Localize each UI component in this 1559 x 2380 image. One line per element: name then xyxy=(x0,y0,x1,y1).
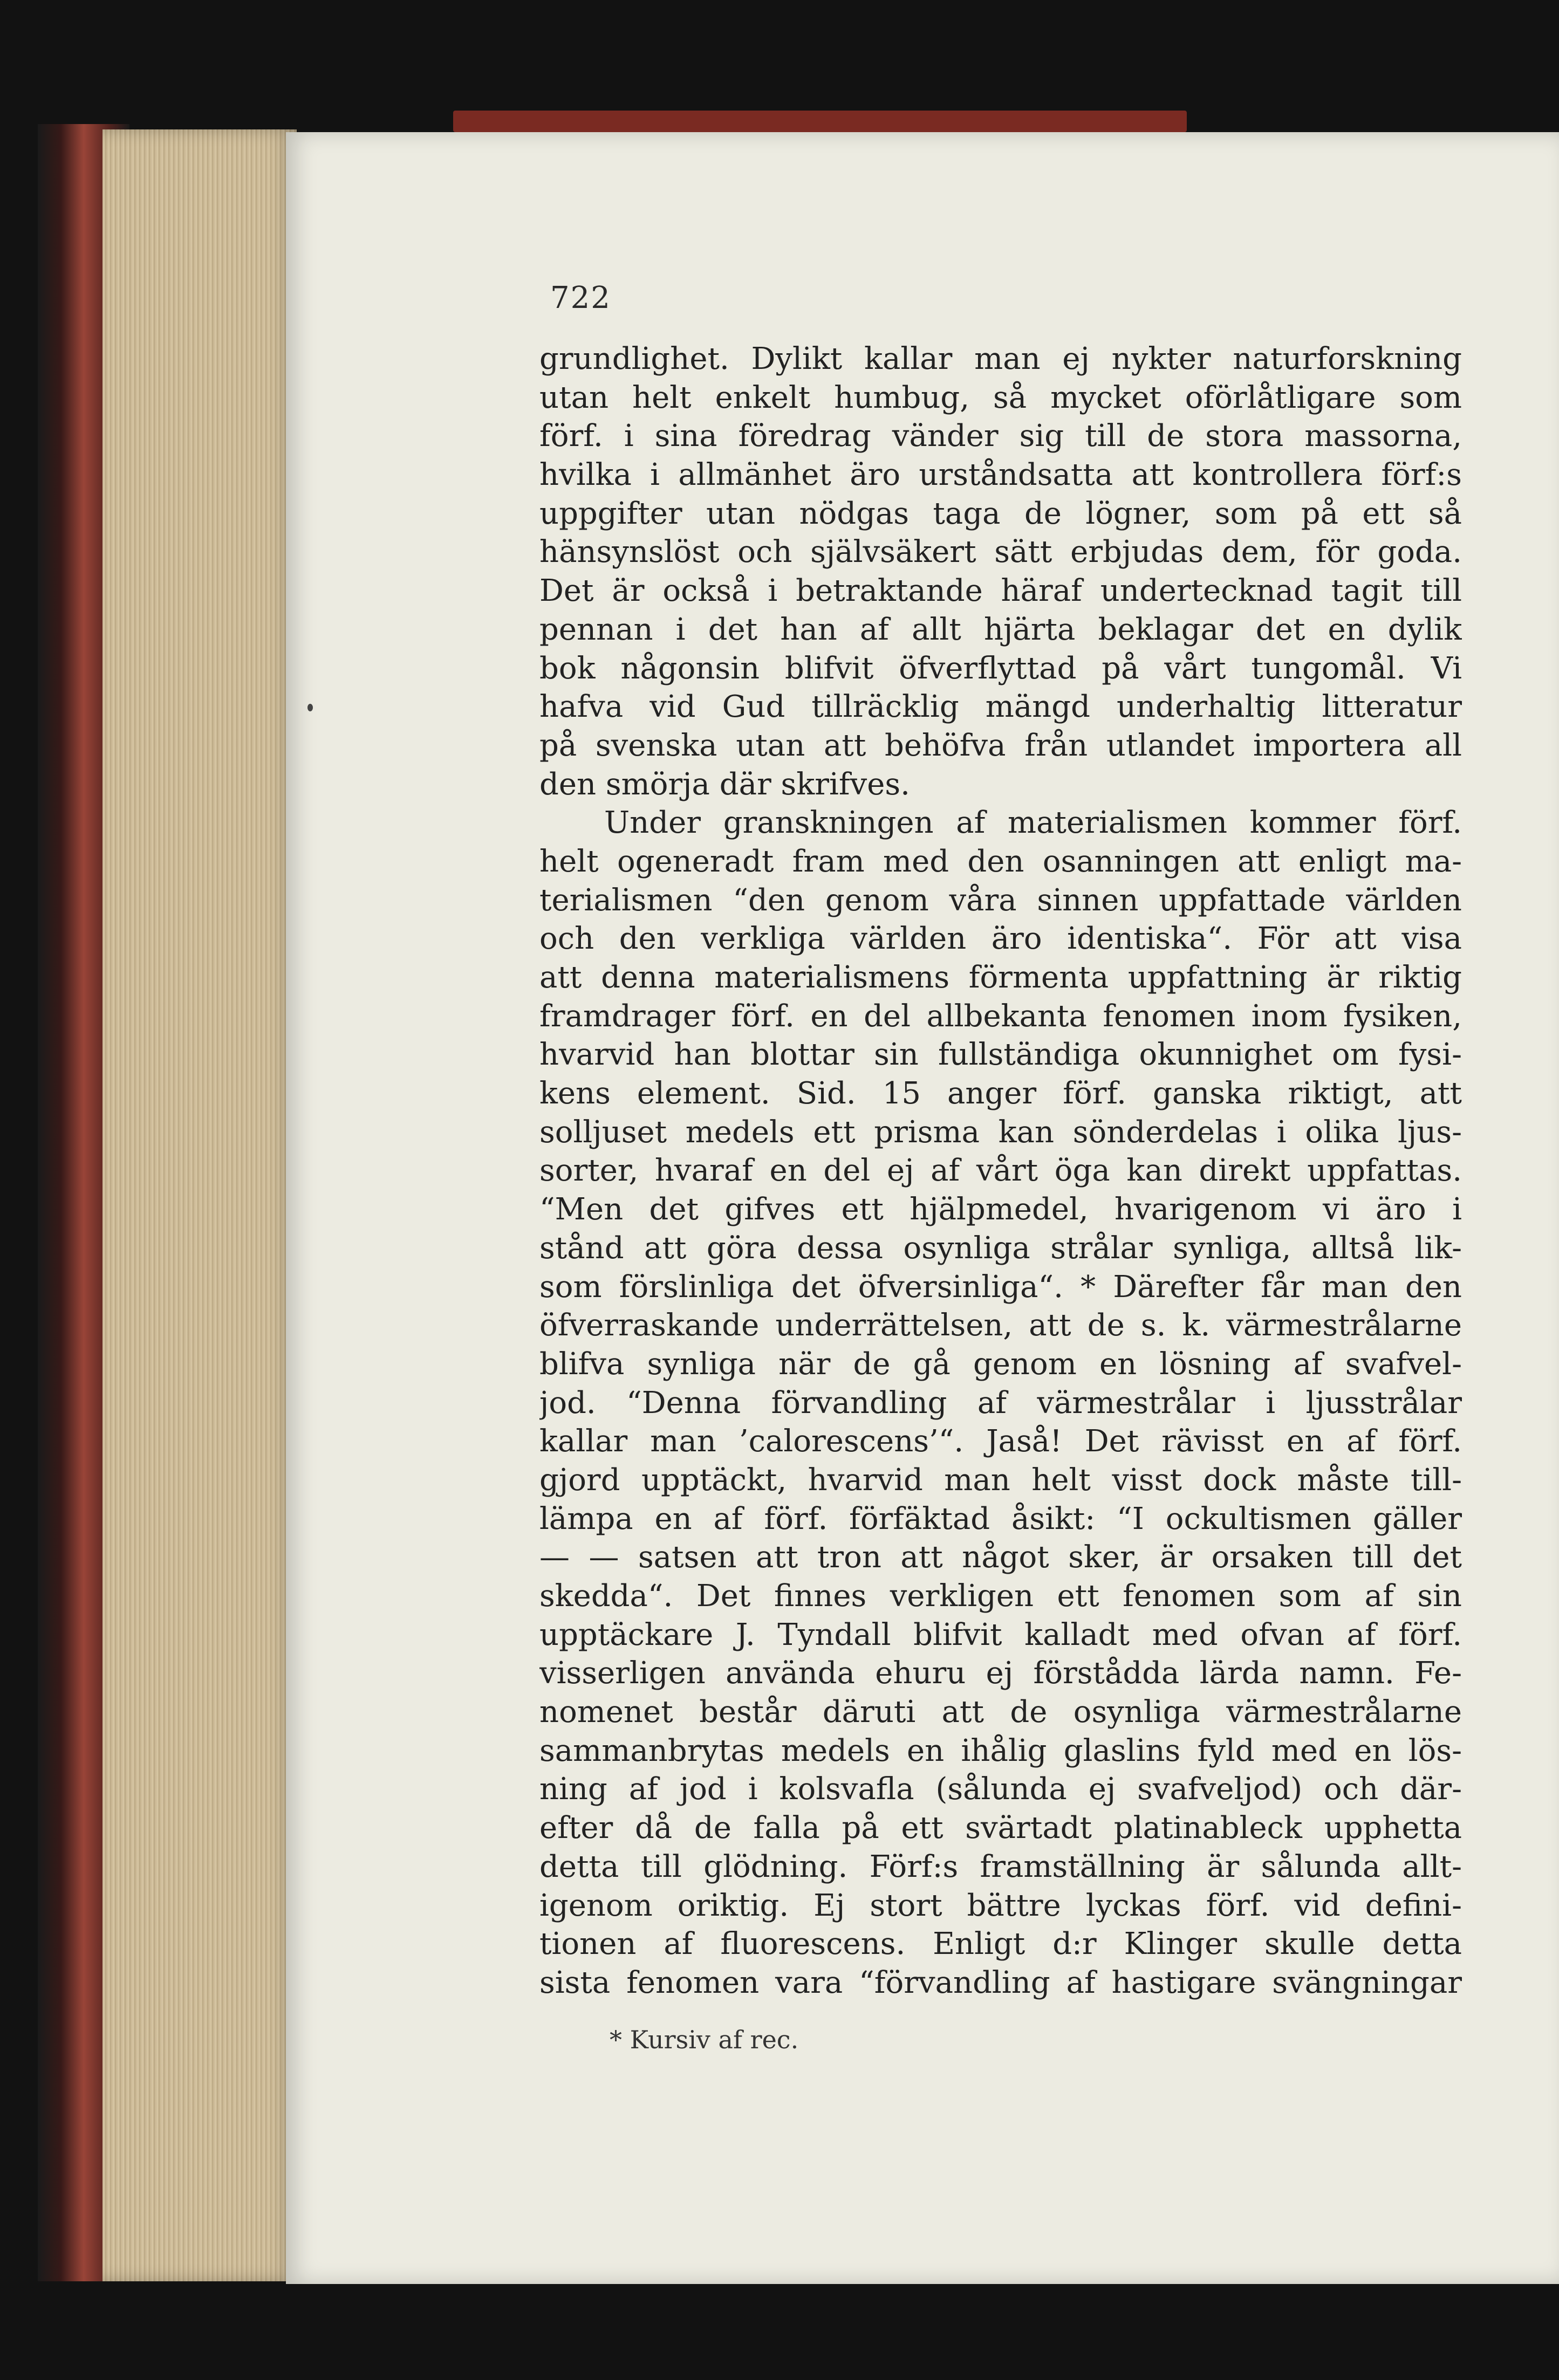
text-line: “Men det gifves ett hjälpmedel, hvarigenom vi äro i xyxy=(539,1192,1462,1227)
text-line: detta till glödning. Förf:s framställning är sålunda allt- xyxy=(539,1849,1462,1884)
text-line: efter då de falla på ett svärtadt platinableck upphetta xyxy=(539,1810,1462,1846)
text-line: stånd att göra dessa osynliga strålar synliga, alltså lik- xyxy=(539,1230,1462,1266)
text-line: hvarvid han blottar sin fullständiga okunnighet om fysi- xyxy=(539,1037,1462,1073)
text-line: hvilka i allmänhet äro urståndsatta att kontrollera förf:s xyxy=(539,457,1462,493)
text-line: skedda“. Det finnes verkligen ett fenomen som af sin xyxy=(539,1579,1462,1614)
text-line: hafva vid Gud tillräcklig mängd underhaltig litteratur xyxy=(539,689,1462,725)
page-edges xyxy=(102,129,297,2281)
text-line: Det är också i betraktande häraf undertecknad tagit till xyxy=(539,573,1462,609)
text-line: sista fenomen vara “förvandling af hastigare svängningar xyxy=(539,1965,1462,2000)
text-line: att denna materialismens förmenta uppfattning är riktig xyxy=(539,960,1462,995)
page-number: 722 xyxy=(550,280,611,315)
text-line: pennan i det han af allt hjärta beklagar det en dylik xyxy=(539,612,1462,647)
text-line: visserligen använda ehuru ej förstådda lärda namn. Fe- xyxy=(539,1656,1462,1691)
text-line: öfverraskande underrättelsen, att de s. k. värmestrålarne xyxy=(539,1308,1462,1343)
text-line: blifva synliga när de gå genom en lösning af svafvel- xyxy=(539,1346,1462,1382)
text-line: helt ogeneradt fram med den osanningen att enligt ma- xyxy=(539,843,1462,879)
text-line: framdrager förf. en del allbekanta fenomen inom fysiken, xyxy=(539,998,1462,1034)
text-line: förf. i sina föredrag vänder sig till de stora massorna, xyxy=(539,419,1462,454)
text-line: lämpa en af förf. förfäktad åsikt: “I ockultismen gäller xyxy=(539,1501,1462,1537)
text-line: sammanbrytas medels en ihålig glaslins fyld med en lös- xyxy=(539,1733,1462,1768)
text-line: kens element. Sid. 15 anger förf. ganska riktigt, att xyxy=(539,1076,1462,1112)
text-line: igenom oriktig. Ej stort bättre lyckas förf. vid defini- xyxy=(539,1888,1462,1923)
text-line: solljuset medels ett prisma kan sönderdelas i olika ljus- xyxy=(539,1114,1462,1150)
text-line: terialismen “den genom våra sinnen uppfattade världen xyxy=(539,882,1462,918)
text-line: jod. “Denna förvandling af värmestrålar i ljusstrålar xyxy=(539,1385,1462,1421)
text-line: hänsynslöst och självsäkert sätt erbjudas dem, för goda. xyxy=(539,534,1462,570)
margin-mark xyxy=(307,704,313,711)
text-line: sorter, hvaraf en del ej af vårt öga kan direkt uppfattas. xyxy=(539,1153,1462,1189)
text-line: Under granskningen af materialismen kommer förf. xyxy=(604,805,1462,841)
body-text xyxy=(539,340,1462,2002)
text-line: — — satsen att tron att något sker, är orsaken till det xyxy=(539,1540,1462,1575)
text-line: på svenska utan att behöfva från utlandet importera all xyxy=(539,728,1462,763)
text-line: upptäckare J. Tyndall blifvit kalladt med ofvan af förf. xyxy=(539,1617,1462,1652)
text-line: grundlighet. Dylikt kallar man ej nykter naturforskning xyxy=(539,341,1462,376)
text-line: uppgifter utan nödgas taga de lögner, som på ett så xyxy=(539,496,1462,531)
text-line: som förslinliga det öfversinliga“. * Därefter får man den xyxy=(539,1269,1462,1305)
text-line: och den verkliga världen äro identiska“. För att visa xyxy=(539,921,1462,957)
text-line: bok någonsin blifvit öfverflyttad på vårt tungomål. Vi xyxy=(539,650,1462,686)
text-line: kallar man ’calorescens’“. Jaså! Det rävisst en af förf. xyxy=(539,1424,1462,1459)
top-band xyxy=(453,111,1187,132)
text-line: nomenet består däruti att de osynliga värmestrålarne xyxy=(539,1695,1462,1730)
footnote: * Kursiv af rec. xyxy=(610,2025,799,2054)
text-line: ning af jod i kolsvafla (sålunda ej svafveljod) och där- xyxy=(539,1772,1462,1807)
text-line: utan helt enkelt humbug, så mycket oförlåtligare som xyxy=(539,380,1462,415)
text-line: gjord upptäckt, hvarvid man helt visst dock måste till- xyxy=(539,1462,1462,1498)
text-line: den smörja där skrifves. xyxy=(539,766,910,802)
text-line: tionen af fluorescens. Enligt d:r Klinger skulle detta xyxy=(539,1926,1462,1962)
